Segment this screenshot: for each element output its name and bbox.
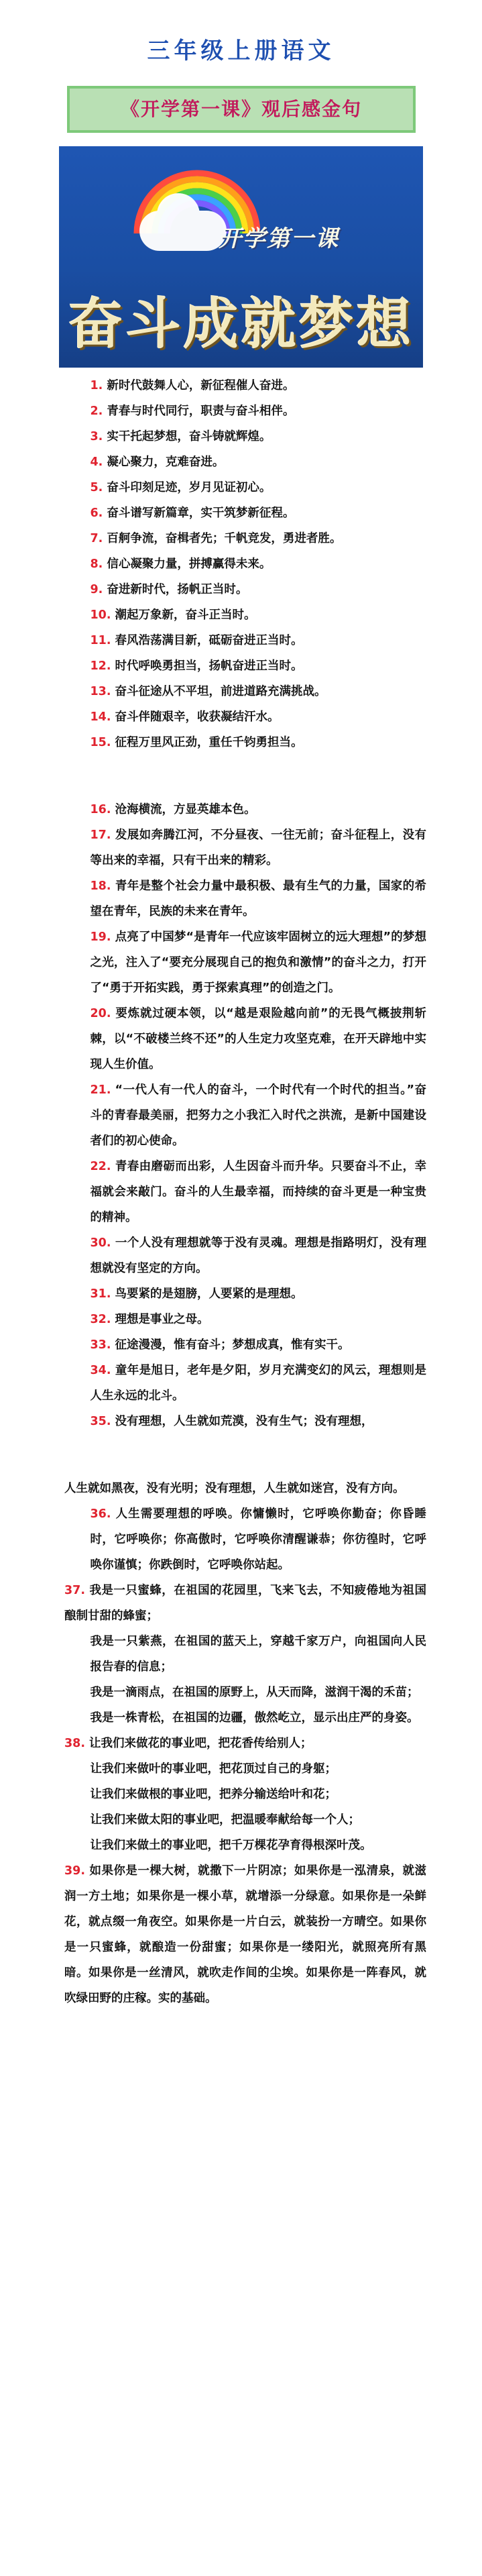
item-number: 13. bbox=[90, 685, 111, 698]
item-text: 我是一株青松，在祖国的边疆，傲然屹立，显示出庄严的身姿。 bbox=[90, 1711, 419, 1725]
item-text: 沧海横流，方显英雄本色。 bbox=[115, 803, 256, 816]
item-text: 百舸争流，奋楫者先；千帆竞发，勇进者胜。 bbox=[107, 532, 342, 545]
list-item bbox=[64, 1756, 426, 1782]
item-number: 10. bbox=[90, 608, 111, 622]
item-text: 我是一只紫燕，在祖国的蓝天上，穿越千家万户，向祖国向人民报告春的信息； bbox=[90, 1635, 426, 1674]
quote-38 bbox=[64, 1731, 426, 1858]
list-item bbox=[64, 1154, 426, 1230]
item-number: 18. bbox=[90, 879, 111, 893]
item-number: 31. bbox=[90, 1287, 111, 1301]
list-item bbox=[64, 475, 426, 500]
list-item bbox=[64, 1782, 426, 1807]
item-text: 奋斗伴随艰辛，收获凝结汗水。 bbox=[115, 710, 280, 724]
list-item bbox=[64, 1501, 426, 1578]
list-item bbox=[64, 628, 426, 653]
quote-37 bbox=[64, 1578, 426, 1731]
item-text: 让我们来做根的事业吧，把养分输送给叶和花； bbox=[90, 1788, 337, 1801]
quote-39 bbox=[64, 1858, 426, 2011]
item-text: 征程万里风正劲，重任千钧勇担当。 bbox=[115, 736, 303, 749]
item-text: 要炼就过硬本领，以“越是艰险越向前”的无畏气概披荆斩棘，以“不破楼兰终不还”的人生定力攻坚克难，在开天辟地中实现人生价值。 bbox=[90, 1007, 426, 1071]
item-text: 青年是整个社会力量中最积极、最有生气的力量，国家的希望在青年，民族的未来在青年。 bbox=[90, 879, 426, 918]
section-gap bbox=[64, 1434, 426, 1476]
list-item bbox=[64, 1307, 426, 1332]
item-number: 16. bbox=[90, 803, 111, 816]
list-item bbox=[64, 500, 426, 526]
item-text: 鸟要紧的是翅膀，人要紧的是理想。 bbox=[115, 1287, 303, 1301]
item-text: 点亮了中国梦“是青年一代应该牢固树立的远大理想”的梦想之光，注入了“要充分展现自己的抱负和激情”的奋斗之力，打开了“勇于开拓实践，勇于探索真理”的创造之门。 bbox=[90, 930, 426, 995]
item-number: 3. bbox=[90, 430, 103, 443]
item-number: 1. bbox=[90, 379, 103, 392]
list-item bbox=[64, 1731, 426, 1756]
list-item bbox=[64, 730, 426, 755]
item-number: 39. bbox=[64, 1864, 86, 1878]
item-number: 33. bbox=[90, 1338, 111, 1352]
item-text: 实干托起梦想，奋斗铸就辉煌。 bbox=[107, 430, 272, 443]
item-text: 奋斗谱写新篇章，实干筑梦新征程。 bbox=[107, 506, 295, 520]
quote-list bbox=[64, 373, 426, 2011]
list-item bbox=[64, 924, 426, 1001]
list-item bbox=[64, 398, 426, 424]
item-text: 青春与时代同行，职责与奋斗相伴。 bbox=[107, 405, 295, 418]
item-text: 让我们来做太阳的事业吧，把温暖奉献给每一个人； bbox=[90, 1813, 360, 1827]
item-number: 35. bbox=[90, 1415, 111, 1428]
list-item bbox=[64, 1629, 426, 1680]
item-text: 让我们来做土的事业吧，把千万棵花孕育得根深叶茂。 bbox=[90, 1839, 372, 1852]
item-text: 征途漫漫，惟有奋斗；梦想成真，惟有实干。 bbox=[115, 1338, 350, 1352]
list-item bbox=[64, 449, 426, 475]
item-text: 春风浩荡满目新，砥砺奋进正当时。 bbox=[115, 634, 303, 647]
list-item bbox=[64, 551, 426, 577]
item-text: 奋斗征途从不平坦，前进道路充满挑战。 bbox=[115, 685, 326, 698]
list-item bbox=[64, 1230, 426, 1281]
list-item-continuation: 人生就如黑夜，没有光明；没有理想，人生就如迷宫，没有方向。 bbox=[64, 1482, 405, 1495]
list-item bbox=[64, 679, 426, 704]
item-number: 6. bbox=[90, 506, 103, 520]
item-text: 潮起万象新，奋斗正当时。 bbox=[115, 608, 256, 622]
list-item bbox=[64, 1705, 426, 1731]
item-number: 32. bbox=[90, 1313, 111, 1326]
list-item bbox=[64, 1077, 426, 1154]
item-text: 我是一滴雨点，在祖国的原野上，从天而降，滋润干渴的禾苗； bbox=[90, 1686, 419, 1699]
quote-group-c bbox=[64, 1501, 426, 1578]
page-title: 三年级上册语文 bbox=[147, 38, 335, 64]
item-text: 信心凝聚力量，拼搏赢得未来。 bbox=[107, 557, 272, 571]
item-text: 奋进新时代，扬帆正当时。 bbox=[107, 583, 248, 596]
list-item bbox=[64, 704, 426, 730]
hero-title: 奋斗成就梦想 bbox=[68, 292, 414, 356]
list-item bbox=[64, 577, 426, 602]
list-item bbox=[64, 822, 426, 873]
list-item bbox=[64, 653, 426, 679]
list-item bbox=[64, 1358, 426, 1409]
item-text: 让我们来做花的事业吧，把花香传给别人； bbox=[89, 1737, 312, 1750]
list-item bbox=[64, 1807, 426, 1833]
list-item bbox=[64, 602, 426, 628]
list-item bbox=[64, 1578, 426, 1629]
item-text: 奋斗印刻足迹，岁月见证初心。 bbox=[107, 481, 272, 494]
item-number: 20. bbox=[90, 1007, 111, 1020]
list-item bbox=[64, 1833, 426, 1858]
item-number: 11. bbox=[90, 634, 111, 647]
list-item bbox=[64, 1409, 426, 1434]
list-item bbox=[64, 373, 426, 398]
item-number: 7. bbox=[90, 532, 103, 545]
list-item bbox=[64, 1001, 426, 1077]
item-number: 2. bbox=[90, 405, 103, 418]
item-number: 4. bbox=[90, 455, 103, 469]
item-number: 38. bbox=[64, 1737, 86, 1750]
section-gap bbox=[64, 755, 426, 797]
item-text: 凝心聚力，克难奋进。 bbox=[107, 455, 225, 469]
item-text: 一个人没有理想就等于没有灵魂。理想是指路明灯，没有理想就没有坚定的方向。 bbox=[90, 1236, 426, 1275]
quote-group-a bbox=[64, 373, 426, 755]
list-item bbox=[64, 526, 426, 551]
list-item bbox=[64, 1858, 426, 2011]
item-number: 14. bbox=[90, 710, 111, 724]
item-text: 青春由磨砺而出彩，人生因奋斗而升华。只要奋斗不止，幸福就会来敲门。奋斗的人生最幸福，而持续的奋斗更是一种宝贵的精神。 bbox=[90, 1160, 426, 1224]
item-text: 让我们来做叶的事业吧，把花顶过自己的身躯； bbox=[90, 1762, 337, 1776]
list-item bbox=[64, 1332, 426, 1358]
item-number: 22. bbox=[90, 1160, 111, 1173]
list-item bbox=[64, 797, 426, 822]
item-number: 12. bbox=[90, 659, 111, 673]
item-text: 没有理想，人生就如荒漠，没有生气；没有理想， bbox=[115, 1415, 373, 1428]
item-text: 如果你是一棵大树，就撒下一片阴凉；如果你是一泓清泉，就滋润一方土地；如果你是一棵小草，就增添一分绿意。如果你是一朵鲜花，就点缀一角夜空。如果你是一片白云，就装扮一方晴空。如果你是一只蜜蜂，就酿造一份甜蜜；如果你是一缕阳光，就照亮所有黑暗。如果你是一丝清风，就吹走作间的尘埃。如果你是一阵春风，就吹绿田野的庄稼。实的基础。 bbox=[64, 1864, 426, 2005]
cloud-icon bbox=[139, 211, 227, 251]
item-text: “一代人有一代人的奋斗，一个时代有一个时代的担当。”奋斗的青春最美丽，把努力之小我汇入时代之洪流，是新中国建设者们的初心使命。 bbox=[90, 1083, 426, 1148]
hero-subtitle: 开学第一课 bbox=[219, 225, 339, 252]
item-number: 37. bbox=[64, 1584, 86, 1597]
item-number: 34. bbox=[90, 1364, 111, 1377]
hero-image bbox=[59, 146, 423, 368]
item-number: 8. bbox=[90, 557, 103, 571]
list-item bbox=[64, 1281, 426, 1307]
subtitle-banner: 《开学第一课》观后感金句 bbox=[67, 86, 416, 133]
quote-group-b bbox=[64, 797, 426, 1434]
item-text: 人生需要理想的呼唤。你慵懒时，它呼唤你勤奋；你昏睡时，它呼唤你；你高傲时，它呼唤你清醒谦恭；你彷徨时，它呼唤你谨慎；你跌倒时，它呼唤你站起。 bbox=[90, 1507, 426, 1572]
item-text: 童年是旭日，老年是夕阳，岁月充满变幻的风云，理想则是人生永远的北斗。 bbox=[90, 1364, 426, 1403]
item-number: 21. bbox=[90, 1083, 111, 1097]
item-number: 17. bbox=[90, 828, 111, 842]
item-text: 新时代鼓舞人心，新征程催人奋进。 bbox=[107, 379, 295, 392]
item-number: 36. bbox=[90, 1507, 111, 1521]
list-item bbox=[64, 873, 426, 924]
item-text: 我是一只蜜蜂，在祖国的花园里，飞来飞去，不知疲倦地为祖国酿制甘甜的蜂蜜； bbox=[64, 1584, 426, 1623]
item-number: 30. bbox=[90, 1236, 111, 1250]
item-number: 5. bbox=[90, 481, 103, 494]
item-number: 9. bbox=[90, 583, 103, 596]
item-text: 发展如奔腾江河，不分昼夜、一往无前；奋斗征程上，没有等出来的幸福，只有干出来的精彩。 bbox=[90, 828, 426, 867]
item-number: 15. bbox=[90, 736, 111, 749]
item-number: 19. bbox=[90, 930, 111, 944]
list-item bbox=[64, 424, 426, 449]
item-text: 理想是事业之母。 bbox=[115, 1313, 209, 1326]
item-text: 时代呼唤勇担当，扬帆奋进正当时。 bbox=[115, 659, 303, 673]
list-item bbox=[64, 1680, 426, 1705]
